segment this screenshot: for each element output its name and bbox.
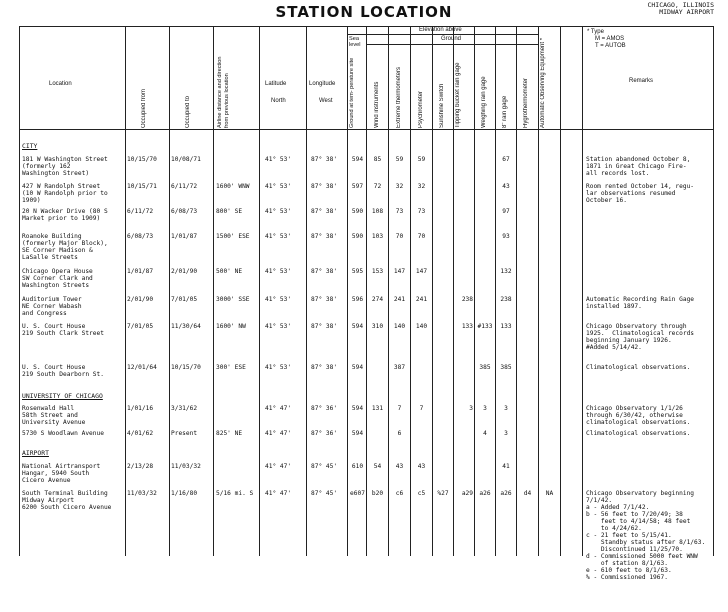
row-ext: 140: [393, 323, 406, 330]
row-gnd: 596: [351, 296, 364, 303]
row-gnd: 610: [351, 463, 364, 470]
col-hygro: Hygrothermometer: [523, 77, 529, 128]
page-title: STATION LOCATION: [275, 3, 453, 21]
row-from: 2/01/90: [127, 296, 154, 303]
row-ext: 241: [393, 296, 406, 303]
row-eight: 43: [502, 183, 510, 190]
row-lat: 41° 53': [265, 364, 292, 371]
row-wgt: 385: [479, 364, 491, 371]
row-location: Chicago Opera House SW Corner Clark and Washington Streets: [22, 268, 93, 289]
row-psy: 70: [417, 233, 426, 240]
row-remarks: Room rented October 14, regu- lar observations resumed October 16.: [586, 183, 695, 204]
row-from: 6/11/72: [127, 208, 154, 215]
row-to: 2/01/90: [171, 268, 198, 275]
row-dist: 825' NE: [216, 430, 243, 437]
row-from: 10/15/70: [127, 156, 157, 163]
row-eight: 238: [500, 296, 512, 303]
row-gnd: 597: [351, 183, 364, 190]
col-tipping: Tipping bucket rain gage: [455, 62, 461, 128]
station-name: MIDWAY AIRPORT: [659, 8, 714, 16]
col-ground: Ground: [441, 36, 462, 42]
row-psy: 43: [417, 463, 426, 470]
row-to: 1/16/80: [171, 490, 198, 497]
row-tip: 133: [461, 323, 473, 330]
row-from: 10/15/71: [127, 183, 157, 190]
row-from: 12/01/64: [127, 364, 157, 371]
row-remarks: Chicago Observatory 1/1/26 through 6/30/42, otherwise climatological observations.: [586, 405, 691, 426]
station-location-label: [647, 2, 714, 16]
row-gnd: 590: [351, 233, 364, 240]
section-airport: AIRPORT: [22, 449, 49, 457]
row-wind: 310: [371, 323, 384, 330]
col-weighing: Weighing rain gage: [481, 76, 487, 128]
row-to: 3/31/62: [171, 405, 198, 412]
station-table: [19, 26, 714, 581]
row-to: 11/03/32: [171, 463, 201, 470]
row-gnd: 594: [351, 405, 364, 412]
col-sunshine: Sunshine Switch: [439, 83, 445, 128]
row-from: 7/01/05: [127, 323, 154, 330]
col-occupied-to: Occupied to: [185, 95, 191, 128]
type-note-title: * Type: [587, 29, 604, 35]
row-from: 4/01/62: [127, 430, 154, 437]
row-wind: 274: [371, 296, 384, 303]
row-psy: 147: [415, 268, 428, 275]
row-location: U. S. Court House 219 South Clark Street: [22, 323, 104, 337]
row-lat: 41° 47': [265, 405, 292, 412]
row-dist: 300' ESE: [216, 364, 246, 371]
col-latitude: Latitude: [265, 81, 287, 87]
row-hyg: d4: [523, 490, 532, 497]
col-ground-temp: Ground at tem- perature site: [349, 57, 355, 128]
row-ext: 59: [395, 156, 404, 163]
row-psy: 32: [417, 183, 426, 190]
row-ext: 73: [395, 208, 404, 215]
row-dist: 1600' WNW: [216, 183, 250, 190]
section-city: CITY: [22, 142, 38, 150]
row-from: 6/08/73: [127, 233, 154, 240]
row-location: South Terminal Building Midway Airport 6200 South Cicero Avenue: [22, 490, 112, 511]
row-location: Roanoke Building (formerly Major Block), SE Corner Madison & LaSalle Streets: [22, 233, 108, 261]
row-ext: 6: [397, 430, 402, 437]
row-gnd: 595: [351, 268, 364, 275]
row-dist: 800' SE: [216, 208, 243, 215]
row-lat: 41° 53': [265, 156, 292, 163]
row-eight: 41: [502, 463, 510, 470]
col-remarks: Remarks: [629, 78, 654, 84]
row-lon: 87° 38': [311, 183, 338, 190]
row-wind: 108: [371, 208, 384, 215]
row-ext: 7: [397, 405, 402, 412]
row-lat: 41° 53': [265, 208, 292, 215]
row-wind: 103: [371, 233, 384, 240]
row-psy: c5: [417, 490, 426, 497]
row-from: 1/01/16: [127, 405, 154, 412]
col-extreme: Extreme thermometers: [396, 66, 402, 128]
row-eight: 3: [504, 430, 508, 437]
row-wind: 153: [371, 268, 384, 275]
row-lat: 41° 47': [265, 430, 292, 437]
row-gnd: 594: [351, 430, 364, 437]
row-to: 6/08/73: [171, 208, 198, 215]
row-wind: b20: [371, 490, 384, 497]
row-eight: 133: [500, 323, 512, 330]
row-auto: NA: [545, 490, 554, 497]
row-remarks: Climatological observations.: [586, 364, 691, 371]
row-ext: 70: [395, 233, 404, 240]
row-psy: 59: [417, 156, 426, 163]
row-eight: a26: [500, 490, 512, 497]
row-gnd: 594: [351, 156, 364, 163]
row-location: Auditorium Tower NE Corner Wabash and Congress: [22, 296, 82, 317]
row-lon: 87° 38': [311, 233, 338, 240]
row-to: 11/30/64: [171, 323, 201, 330]
row-remarks: Station abandoned October 8, 1871 in Great Chicago Fire- all records lost.: [586, 156, 691, 177]
row-location: U. S. Court House 219 South Dearborn St.: [22, 364, 104, 378]
row-psy: 241: [415, 296, 428, 303]
row-location: National Airtransport Hangar, 5940 South Cicero Avenue: [22, 463, 101, 484]
row-wgt: #133: [477, 323, 493, 330]
row-lat: 41° 53': [265, 183, 292, 190]
row-ext: 43: [395, 463, 404, 470]
col-elevation-above: Elevation above: [419, 27, 462, 33]
row-tip: 238: [461, 296, 473, 303]
row-eight: 132: [500, 268, 512, 275]
row-to: 10/15/70: [171, 364, 201, 371]
row-lon: 87° 38': [311, 208, 338, 215]
row-gnd: e607: [350, 490, 365, 497]
row-wgt: 4: [483, 430, 487, 437]
row-lat: 41° 53': [265, 233, 292, 240]
row-remarks: Automatic Recording Rain Gage installed 1897.: [586, 296, 695, 310]
row-from: 1/01/87: [127, 268, 154, 275]
row-to: 10/08/71: [171, 156, 201, 163]
row-from: 11/03/32: [127, 490, 157, 497]
row-dist: 1500' ESE: [216, 233, 250, 240]
row-wgt: 3: [483, 405, 487, 412]
row-psy: 7: [419, 405, 424, 412]
row-from: 2/13/28: [127, 463, 154, 470]
row-lon: 87° 38': [311, 364, 338, 371]
col-eight-inch: 8" rain gage: [502, 95, 508, 128]
row-ext: 32: [395, 183, 404, 190]
row-gnd: 594: [351, 364, 364, 371]
row-sun: %27: [437, 490, 449, 497]
row-remarks: Chicago Observatory beginning 7/1/42. a - Added 7/1/42. b - 56 feet to 7/20/49; 38 feet to 4/14/58; 48 feet to 4/24/62. c - 21 feet to 5/15/41. Standby status after 8/1/63. Discontinued 11/25/70. d - Commissioned 5000 feet WNW of station 8/1/63. e - 610 feet to 8/1/63. % - Commissioned 1967.: [586, 490, 706, 581]
row-dist: 500' NE: [216, 268, 243, 275]
row-psy: 140: [415, 323, 428, 330]
row-wgt: a26: [479, 490, 491, 497]
row-wind: 54: [373, 463, 382, 470]
row-eight: 97: [502, 208, 510, 215]
col-longitude-sub: West: [319, 98, 333, 104]
row-lat: 41° 53': [265, 296, 292, 303]
row-lat: 41° 53': [265, 323, 292, 330]
row-tip: a29: [461, 490, 473, 497]
row-remarks: Chicago Observatory through 1925. Climatological records beginning January 1926. #Added 5/14/42.: [586, 323, 695, 351]
row-wind: 85: [373, 156, 382, 163]
row-eight: 3: [504, 405, 508, 412]
row-location: Rosenwald Hall 58th Street and University Avenue: [22, 405, 86, 426]
row-wind: 131: [371, 405, 384, 412]
row-wind: 72: [373, 183, 382, 190]
row-remarks: Climatological observations.: [586, 430, 691, 437]
row-lon: 87° 45': [311, 463, 338, 470]
type-note: [587, 29, 626, 50]
row-to: 1/01/87: [171, 233, 198, 240]
row-lon: 87° 38': [311, 296, 338, 303]
col-sea-level: Sea level: [349, 36, 361, 48]
row-gnd: 590: [351, 208, 364, 215]
row-lat: 41° 47': [265, 463, 292, 470]
row-location: 427 W Randolph Street (10 W Randolph prior to 1909): [22, 183, 108, 204]
row-dist: 3000' SSE: [216, 296, 250, 303]
col-latitude-sub: North: [271, 98, 286, 104]
col-auto-obs: Automatic Observing Equipment *: [540, 37, 546, 128]
row-ext: 147: [393, 268, 406, 275]
row-to: Present: [171, 430, 198, 437]
row-location: 181 W Washington Street (formerly 162 Washington Street): [22, 156, 108, 177]
col-longitude: Longitude: [309, 81, 336, 87]
row-to: 6/11/72: [171, 183, 198, 190]
row-psy: 73: [417, 208, 426, 215]
row-to: 7/01/05: [171, 296, 198, 303]
type-note-m: M = AMOS: [595, 36, 625, 42]
row-ext: 387: [393, 364, 406, 371]
row-eight: 67: [502, 156, 510, 163]
row-eight: 385: [500, 364, 512, 371]
row-lon: 87° 38': [311, 323, 338, 330]
row-tip: 3: [469, 405, 473, 412]
col-wind: Wind instruments: [374, 81, 380, 128]
row-ext: c6: [395, 490, 404, 497]
row-dist: 1600' NW: [216, 323, 246, 330]
row-dist: 5/16 mi. S: [216, 490, 254, 497]
col-psychrometer: Psychrometer: [418, 90, 424, 128]
row-lon: 87° 36': [311, 405, 338, 412]
type-note-t: T = AUTOB: [595, 43, 626, 49]
row-lat: 41° 53': [265, 268, 292, 275]
row-location: 20 N Wacker Drive (80 S Market prior to 1909): [22, 208, 108, 222]
row-lon: 87° 36': [311, 430, 338, 437]
col-airline-distance: Airline distance and direction from previous location: [217, 56, 230, 128]
row-location: 5730 S Woodlawn Avenue: [22, 430, 104, 437]
row-lon: 87° 38': [311, 268, 338, 275]
row-lon: 87° 38': [311, 156, 338, 163]
col-occupied-from: Occupied from: [141, 88, 147, 128]
row-lon: 87° 45': [311, 490, 338, 497]
city-name: CHICAGO, ILLINOIS: [647, 1, 714, 9]
row-eight: 93: [502, 233, 510, 240]
col-location: Location: [49, 81, 72, 87]
row-lat: 41° 47': [265, 490, 292, 497]
row-gnd: 594: [351, 323, 364, 330]
section-university: UNIVERSITY OF CHICAGO: [22, 392, 103, 400]
